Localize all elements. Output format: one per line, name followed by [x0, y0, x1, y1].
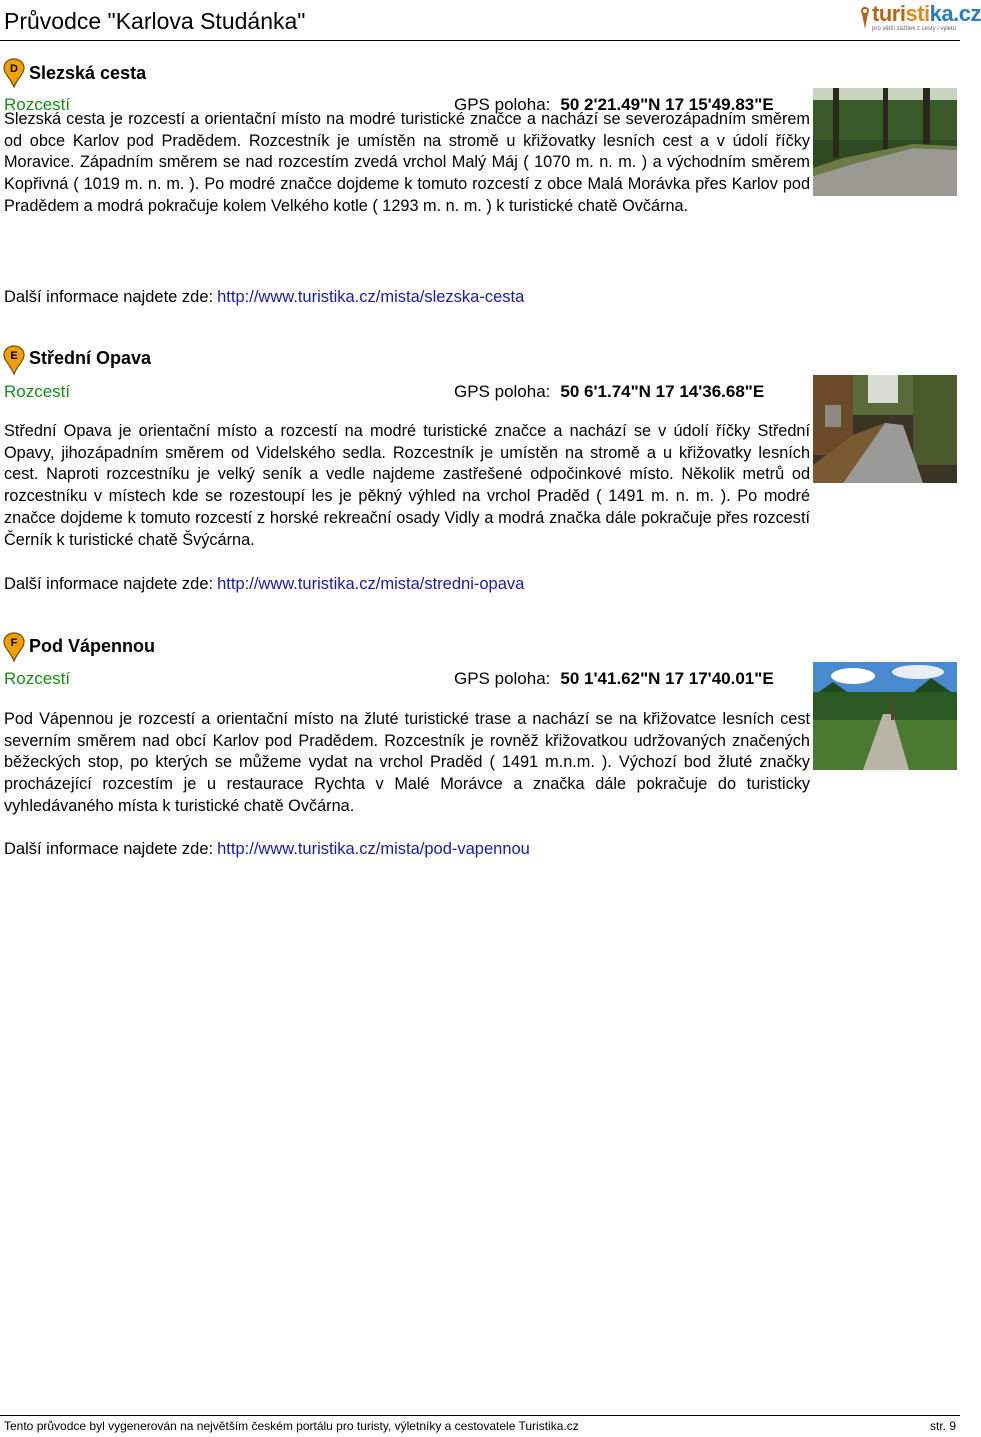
place-link[interactable]: http://www.turistika.cz/mista/slezska-cesta	[217, 288, 525, 306]
place-description: Střední Opava je orientační místo a rozcestí na modré turistické značce a nachází se v údolí říčky Střední Opavy, jihozápadním směrem od Videlského sedla. Rozcestník je umístěn na stromě a u křižovatky lesních cest. Naproti rozcestníku je velký seník a vedle najdeme zastřešené odpočinkové místo. Několik metrů od rozcestníku v místech kde se rozestoupí les je pěkný výhled na vrchol Praděd ( 1491 m. n. m. ). Po modré značce dojdeme k tomuto rozcestí z horské rekreační osady Vidly a modrá značka dále pokračuje přes rozcestí Černík k turistické chatě Švýcárna.	[4, 422, 810, 549]
place-title: Pod Vápennou	[29, 636, 155, 656]
svg-text:E: E	[10, 350, 18, 362]
page-footer	[0, 1415, 960, 1437]
place-description: Slezská cesta je rozcestí a orientační místo na modré turistické značce a nachází se severozápadním směrem od obce Karlov pod Pradědem. Rozcestník je umístěn na stromě u křižovatky lesních cest a v údolí říčky Moravice. Západním směrem se nad rozcestím zvedá vrchol Malý Máj ( 1070 m. n. m. ) a východním směrem Kopřivná ( 1019 m. n. m. ). Po modré značce dojdeme k tomuto rozcestí z obce Malá Morávka přes Karlov pod Pradědem a modrá pokračuje kolem Velkého kotle ( 1293 m. n. m. ) k turistické chatě Ovčárna.	[4, 110, 810, 215]
gps-position: GPS poloha: 50 2'21.49"N 17 15'49.83"E	[454, 95, 774, 114]
svg-text:D: D	[10, 63, 18, 75]
more-info: Další informace najdete zde: http://www.turistika.cz/mista/pod-vapennou	[4, 840, 530, 858]
map-pin-icon	[3, 58, 25, 88]
svg-text:F: F	[10, 637, 18, 649]
more-info: Další informace najdete zde: http://www.turistika.cz/mista/slezska-cesta	[4, 288, 525, 306]
page-header	[0, 0, 981, 41]
place-link[interactable]: http://www.turistika.cz/mista/pod-vapennou	[217, 840, 530, 858]
more-info: Další informace najdete zde: http://www.turistika.cz/mista/stredni-opava	[4, 575, 525, 593]
turistika-logo[interactable]	[858, 1, 981, 37]
place-photo	[813, 375, 957, 483]
place-description: Pod Vápennou je rozcestí a orientační místo na žluté turistické trase a nachází se na křižovatce lesních cest severním směrem nad obcí Karlov pod Pradědem. Rozcestník je rovněž křižovatkou udržovaných značených běžeckých stop, po kterých se můžeme vydat na vrchol Praděd ( 1491 m.n.m. ). Výchozí bod žluté značky procházející rozcestím je u restaurace Rychta v Malé Morávce a značka dále pokračuje do turisticky vyhledávaného místa k turistické chatě Ovčárna.	[4, 710, 810, 815]
place-type: Rozcestí	[4, 669, 71, 688]
place-link[interactable]: http://www.turistika.cz/mista/stredni-opava	[217, 575, 525, 593]
gps-position: GPS poloha: 50 6'1.74"N 17 14'36.68"E	[454, 382, 765, 401]
page-number: str. 9	[929, 1419, 956, 1433]
map-pin-icon	[3, 632, 25, 662]
place-photo	[813, 662, 957, 770]
map-pin-icon	[3, 345, 25, 375]
logo-wordmark: turistika.cz	[872, 1, 981, 26]
gps-position: GPS poloha: 50 1'41.62"N 17 17'40.01"E	[454, 669, 774, 688]
place-title: Střední Opava	[29, 348, 152, 368]
place-photo	[813, 88, 957, 196]
document-title: Průvodce "Karlova Studánka"	[4, 8, 306, 34]
logo-tagline: pro větší zážitek z cesty i výletu	[872, 26, 957, 32]
place-title: Slezská cesta	[29, 63, 147, 83]
place-type: Rozcestí	[4, 95, 71, 114]
footer-text: Tento průvodce byl vygenerován na největším českém portálu pro turisty, výletníky a cestovatele Turistika.cz	[4, 1419, 579, 1433]
logo-mark-icon	[858, 5, 872, 31]
place-type: Rozcestí	[4, 382, 71, 401]
